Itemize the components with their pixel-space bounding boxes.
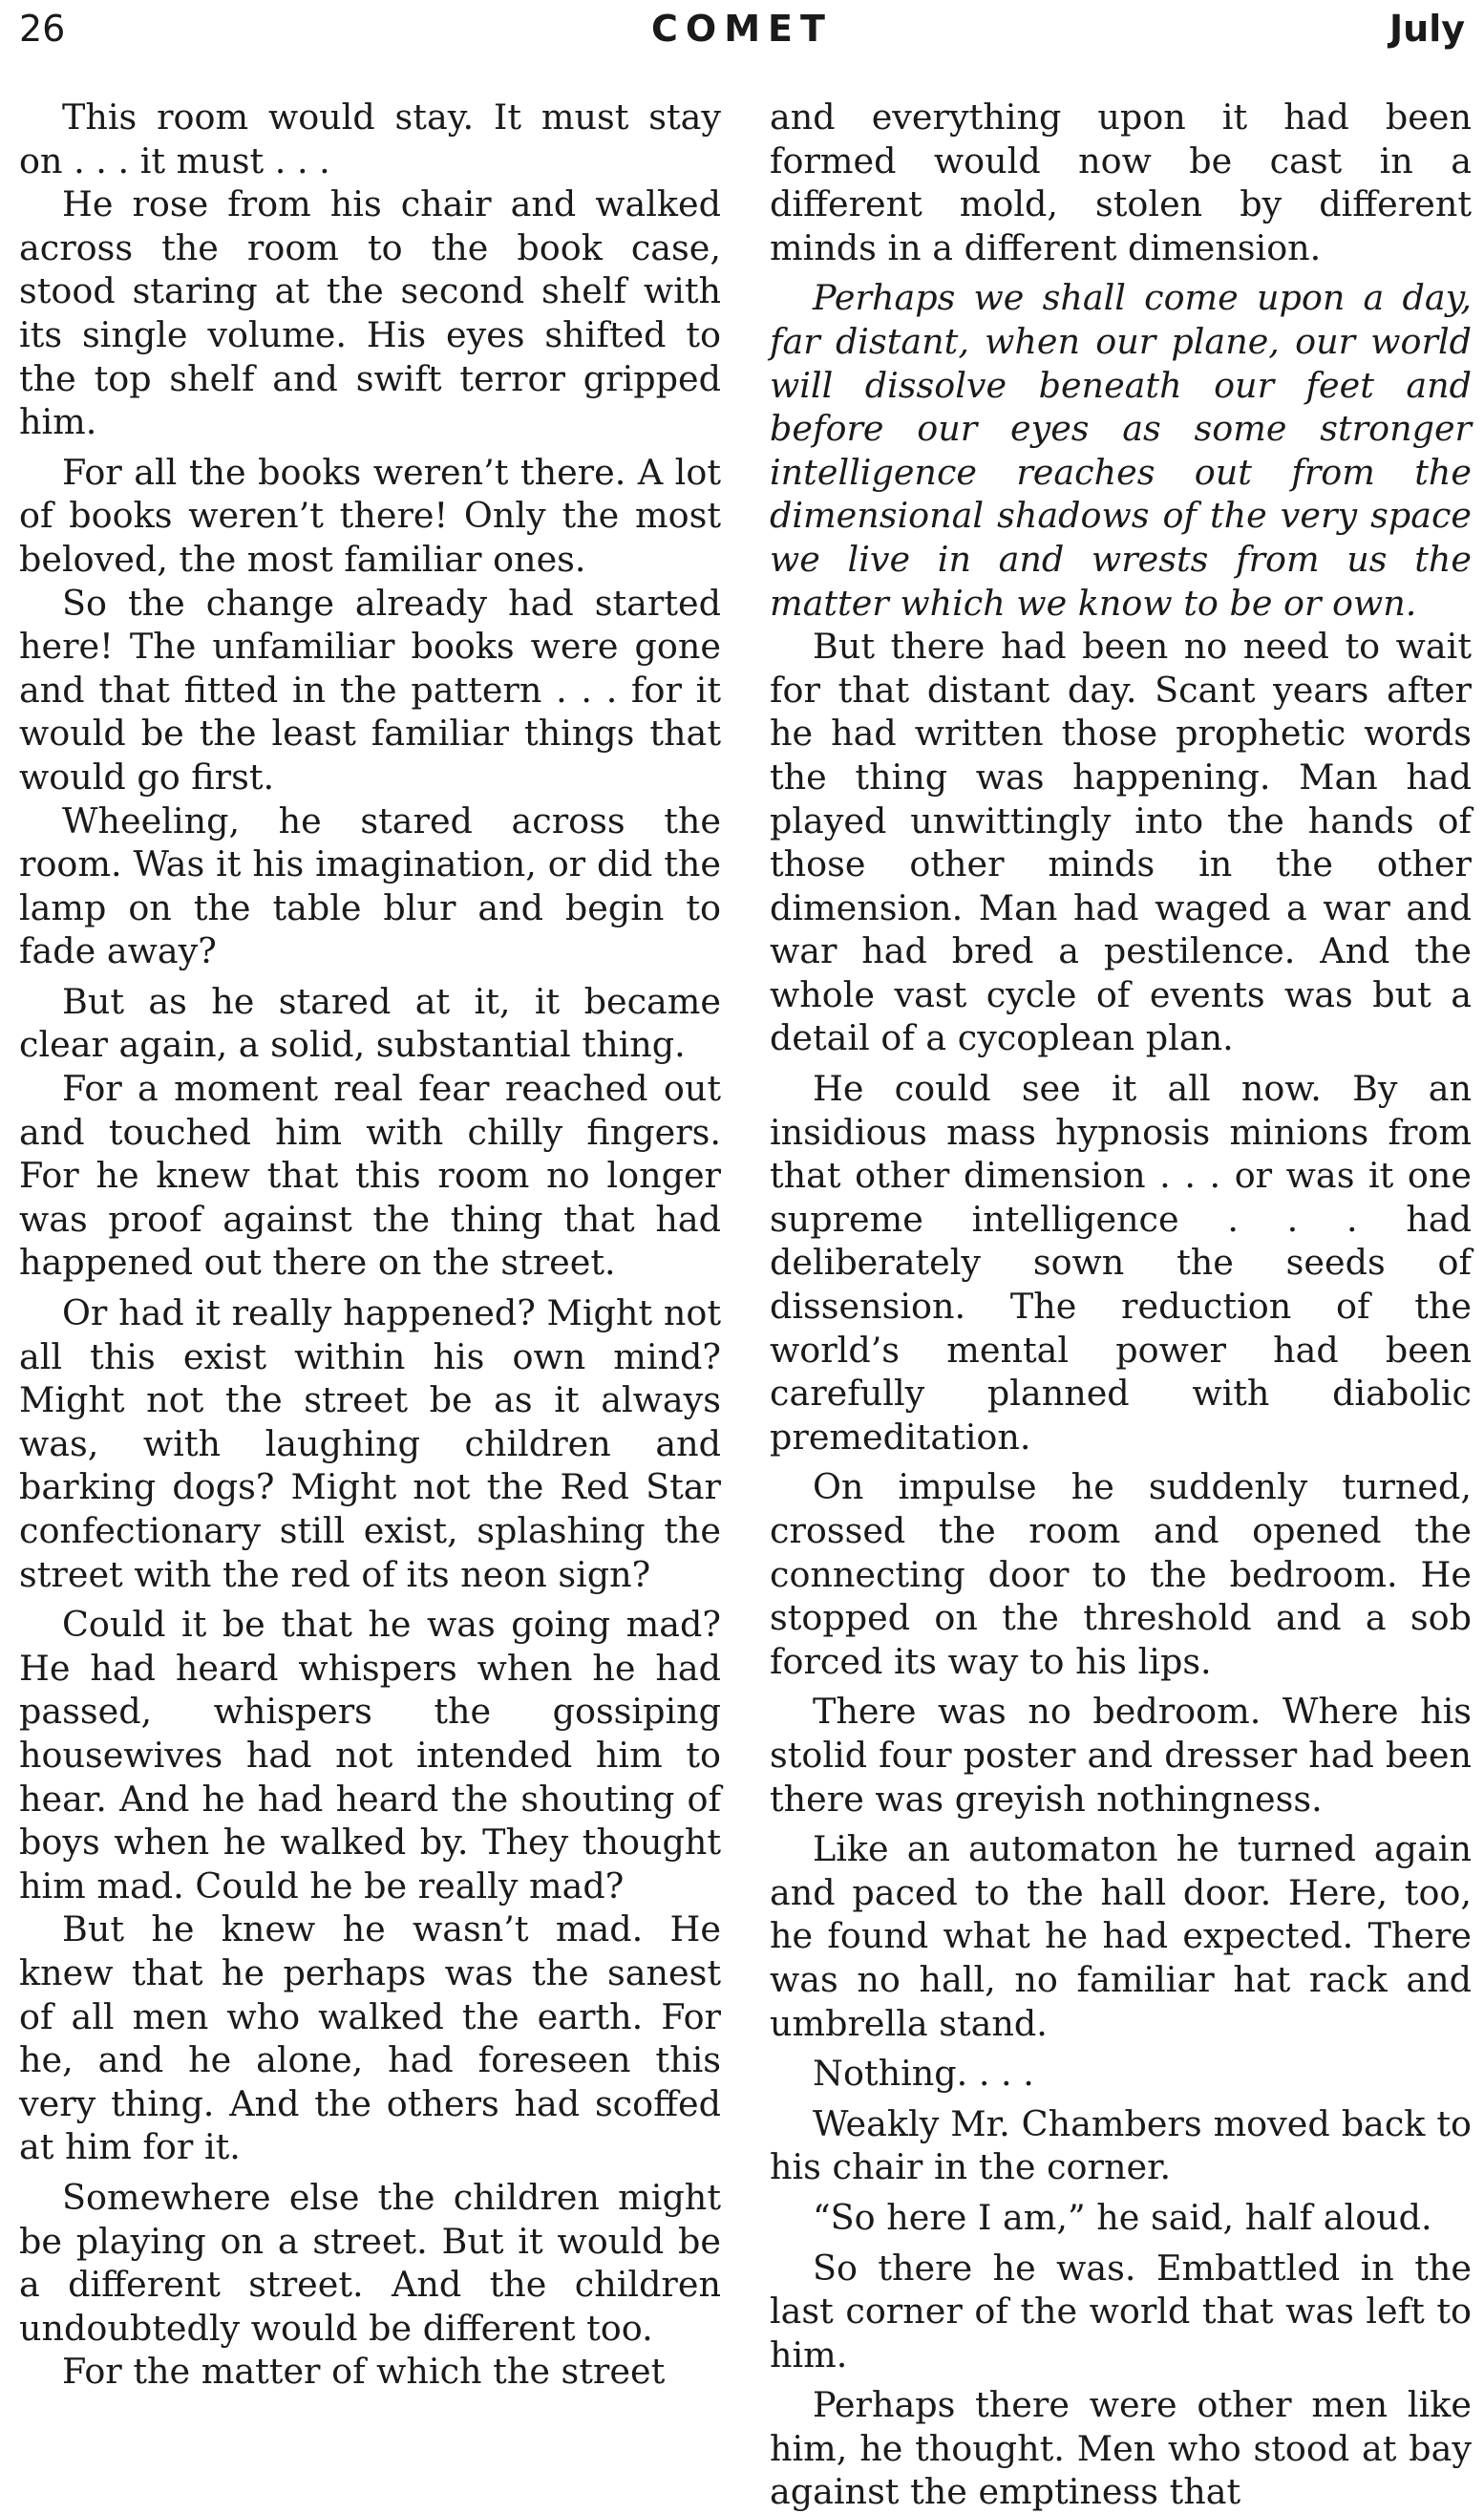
paragraph: There was no bedroom. Where his stolid four poster and dresser had been there was greyish nothingness. [770, 1691, 1472, 1820]
paragraph: Or had it really happened? Might not all this exist within his own mind? Might not the street be as it always was, with laughing children and barking dogs? Might not the Red Star confectionary still exist, splashing the street with the red of its neon sign? [19, 1292, 721, 1595]
paragraph: For a moment real fear reached out and touched him with chilly fingers. For he knew that this room no longer was proof against the thing that had happened out there on the street. [19, 1068, 721, 1284]
paragraph: Could it be that he was going mad? He had heard whispers when he had passed, whispers the gossiping housewives had not intended him to hear. And he had heard the shouting of boys when he walked by. They thought him mad. Could he be really mad? [19, 1604, 721, 1907]
paragraph: On impulse he suddenly turned, crossed the room and opened the connecting door to the bedroom. He stopped on the threshold and a sob forced its way to his lips. [770, 1466, 1472, 1682]
paragraph: For all the books weren’t there. A lot of books weren’t there! Only the most beloved, the most familiar ones. [19, 451, 721, 580]
paragraph: But there had been no need to wait for that distant day. Scant years after he had written those prophetic words the thing was happening. Man had played unwittingly into the hands of those other minds in the other dimension. Man had waged a war and war had bred a pestilence. And the whole vast cycle of events was but a detail of a cycoplean plan. [770, 626, 1472, 1059]
paragraph: Nothing. . . . [813, 2053, 1034, 2095]
paragraph: But as he stared at it, it became clear again, a solid, substantial thing. [19, 980, 721, 1066]
magazine-title: COMET [651, 8, 833, 50]
left-column [19, 96, 721, 2394]
paragraph: He could see it all now. By an insidious mass hypnosis minions from that other dimension . . . or was it one supreme intelligence . . . had deliberately sown the seeds of dissension. The reduction of the world’s mental power had been carefully planned with diabolic premeditation. [770, 1068, 1472, 1458]
paragraph: and everything upon it had been formed would now be cast in a different mold, stolen by different minds in a different dimension. [770, 96, 1472, 268]
paragraph: Like an automaton he turned again and paced to the hall door. Here, too, he found what he had expected. There was no hall, no familiar hat rack and umbrella stand. [770, 1828, 1472, 2044]
paragraph: “So here I am,” he said, half aloud. [813, 2196, 1432, 2238]
paragraph: So there he was. Embattled in the last corner of the world that was left to him. [770, 2247, 1472, 2376]
paragraph: Perhaps there were other men like him, he thought. Men who stood at bay against the emptiness that [770, 2384, 1472, 2513]
paragraph: For the matter of which the street [62, 2351, 666, 2393]
page-number: 26 [19, 8, 66, 50]
issue-month: July [1389, 8, 1465, 50]
paragraph: This room would stay. It must stay on . . . it must . . . [19, 96, 721, 181]
paragraph-italic-quote: Perhaps we shall come upon a day, far distant, when our plane, our world will dissolve beneath our feet and before our eyes as some stronger intelligence reaches out from the dimensional shadows of the very space we live in and wrests from us the matter which we know to be or own. [770, 277, 1472, 624]
paragraph: So the change already had started here! The unfamiliar books were gone and that fitted in the pattern . . . for it would be the least familiar things that would go first. [19, 582, 721, 798]
paragraph: Weakly Mr. Chambers moved back to his chair in the corner. [770, 2102, 1472, 2188]
paragraph: But he knew he wasn’t mad. He knew that he perhaps was the sanest of all men who walked the earth. For he, and he alone, had foreseen this very thing. And the others had scoffed at him for it. [19, 1908, 721, 2168]
page-header [19, 8, 1465, 61]
right-column [770, 96, 1472, 2514]
paragraph: Wheeling, he stared across the room. Was it his imagination, or did the lamp on the table blur and begin to fade away? [19, 799, 721, 972]
paragraph: He rose from his chair and walked across the room to the book case, stood staring at the second shelf with its single volume. His eyes shifted to the top shelf and swift terror gripped him. [19, 183, 721, 443]
paragraph: Somewhere else the children might be playing on a street. But it would be a different street. And the children undoubtedly would be different too. [19, 2176, 721, 2349]
